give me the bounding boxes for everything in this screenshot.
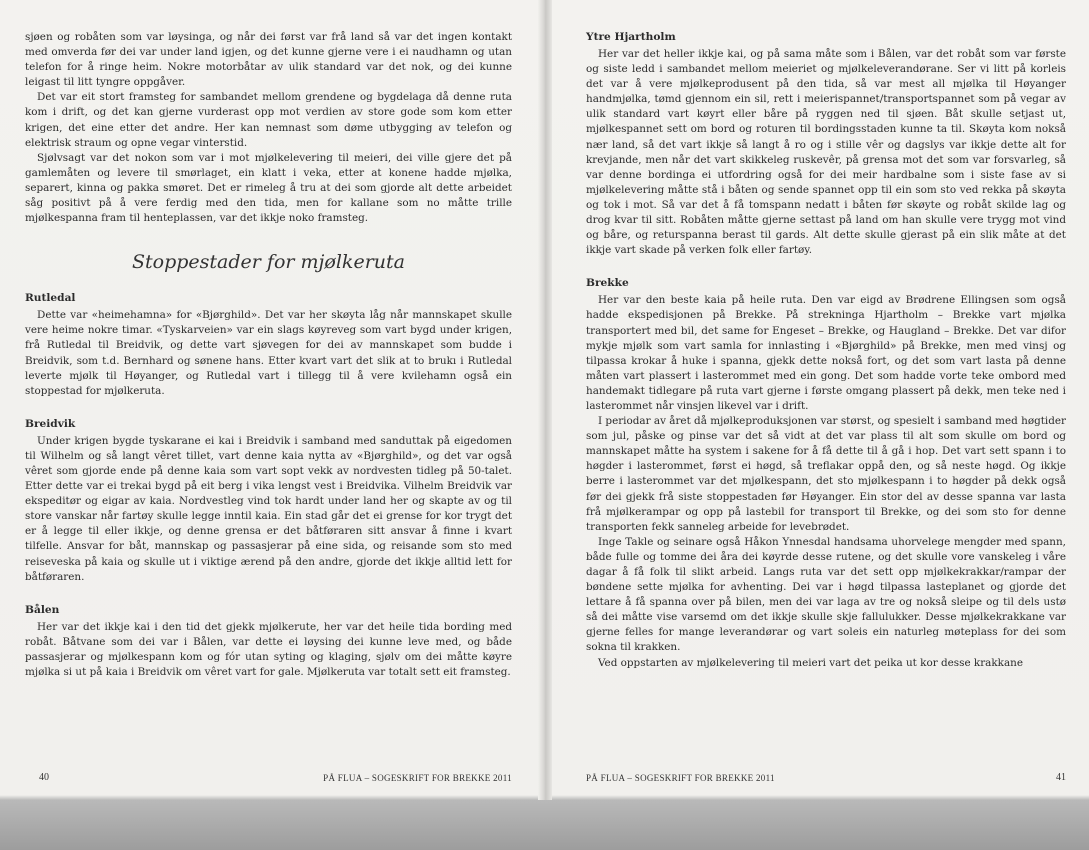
text-breidvik: Under krigen bygde tyskarane ei kai i Breidvik i samband med sanduttak på eigedomen til Wilhelm og så langt vêret tillet, vart denne kaia nytta av «Bjørghild», og det var også vêret som gjorde ende på denne kaia som vart sopt vekk av nordvesten tidleg på 50-talet. Etter dette var ei trekai bygd på eit berg i vika lengst vest i Breidvika. Vilhelm Breidvik var ekspeditør og eigar av kaia. Nordvestleg vind tok hardt under land her og skapte av og til store vanskar når fartøy skulle legge inntil kaia. Ein stad går det ei grense for kor trygt det er å legge til eller ikkje, og denne grensa er det båtføraren sitt ansvar å finne i kvart tilfelle. Ansvar for båt, mannskap og passasjerar på eine sida, og reisande som sto med reiseveska på kaia og skulle ut i viktige ærend på den andre, gjorde det ikkje alltid lett for båtføraren. <box>25 434 512 583</box>
text-brekke-1: Her var den beste kaia på heile ruta. Den var eigd av Brødrene Ellingsen som også hadde ekspedisjonen på Brekke. På strekninga Hjartholm – Brekke vart mjølka transportert med bil, det same for Engeset – Brekke, og Haugland – Brekke. Det var difor mykje mjølk som vart samla for innlasting i «Bjørghild» på Brekke, men med vinsj og tilpassa krokar å huke i spanna, gjekk dette nokså fort, og det som vart lasta på denne måten vart plassert i lasterommet med ein gong. Det som hadde vorte teke ombord med handemakt tidlegare på ruta vart gjerne i første omgang plassert på dekk, men teke ned i lasterommet når vinsjen likevel var i drift. <box>586 294 1066 412</box>
text-ytre-hjartholm: Her var det heller ikkje kai, og på sama måte som i Bålen, var det robåt som var første og siste ledd i sambandet mellom meieriet og mjølkeleverandørane. Ser vi litt på korleis det var å vere mjølkeprodusent på den tida, så var mest all mjølka til Høyanger handmjølka, tømd gjennom ein sil, rett i meierispannet/transportspannet som på vegar av ulik standard vart køyrt eller båre på ryggen ned til sjøen. Båt skulle setjast ut, mjølkespannet sett om bord og roturen til bordingsstaden kunne ta til. Skøyta kom nokså nær land, så det vart ikkje så langt å ro og i stille vêr og dagslys var ikkje dette alt for krevjande, men når det vart skikkeleg ruskevêr, på grensa mot det som var forsvarleg, så var denne bordinga ei utfordring også for dei meir hardbalne som i siste fase av si mjølkelevering måtte stå i båten og sende spannet opp til ein som sto ved rekka på skøyta og tok i mot. Så var det å få tomspann nedatt i båten før skøyte og robåt skilde lag og drog kvar til sitt. Robåten måtte gjerne settast på land om han skulle vere trygg mot vind og båre, og returspanna berast til gards. Alt dette skulle gjerast på ein slik måte at det ikkje vart skade på verken folk eller fartøy. <box>586 48 1066 257</box>
heading-breidvik: Breidvik <box>25 417 76 430</box>
intro-paragraph-1: sjøen og robåten som var løysinga, og når dei først var frå land så var det ingen kontakt med omverda før dei var under land igjen, og det kunne gjerne vere i ei naudhamn og utan telefon for å ringe heim. Nokre motorbåtar av ulik standard var det nok, og dei kunne leigast til litt tyngre oppgåver. <box>25 31 512 89</box>
right-page <box>586 30 1066 671</box>
text-baalen: Her var det ikkje kai i den tid det gjekk mjølkerute, her var det heile tida bording med robåt. Båtvane som dei var i Bålen, var dette ei løysing dei kunne leve med, og både passasjerar og mjølkespann kom og fór utan syting og klaging, sjølv om dei måtte køyre mjølka si ut på kaia i Breidvik om vêret vart for gale. Mjølkeruta var totalt sett eit framsteg. <box>25 620 512 678</box>
heading-ytre-hjartholm: Ytre Hjartholm <box>586 31 676 43</box>
running-title-left: PÅ FLUA – SOGESKRIFT FOR BREKKE 2011 <box>323 773 512 783</box>
heading-brekke: Brekke <box>586 277 629 290</box>
left-page <box>25 30 512 680</box>
intro-paragraph-2: Det var eit stort framsteg for sambandet mellom grendene og bygdelaga då denne ruta kom i drift, og det kan gjerne vurderast opp mot verdien av store gode som kom etter krigen, det eine etter det andre. Her kan nemnast som døme utbygging av telefon og elektrisk straum og opne vegar vinterstid. <box>25 91 512 149</box>
book-gutter <box>538 0 552 800</box>
text-brekke-4: Ved oppstarten av mjølkelevering til meieri vart det peika ut kor desse krakkane <box>598 656 1023 669</box>
text-brekke-2: I periodar av året då mjølkeproduksjonen var størst, og spesielt i samband med høgtider som jul, påske og pinse var det så vidt at det var plass til alt som skulle om bord og mannskapet måtte ha system i sakene for å få dette til å gå i hop. Det vart sett spann i to høgder i lasterommet, først ei høgd, så treflakar oppå den, og så neste høgd. Og ikkje berre i lasterommet var det mjølkespann, det sto mjølkespann i to høgder på dekk også før dei gjekk frå siste stoppestaden før Høyanger. Ein stor del av desse spanna var lasta frå mjølkerampar og opp på lastebil for transport til Brekke, og dei som sto for denne transporten fekk sanneleg arbeide for levebrødet. <box>586 415 1066 533</box>
heading-baalen: Bålen <box>25 603 60 616</box>
page-number-left: 40 <box>39 772 49 783</box>
running-title-right: PÅ FLUA – SOGESKRIFT FOR BREKKE 2011 <box>586 773 775 783</box>
heading-rutledal: Rutledal <box>25 292 76 305</box>
text-rutledal: Dette var «heimehamna» for «Bjørghild». Det var her skøyta låg når mannskapet skulle vere heime nokre timar. «Tyskarveien» var ein slags køyreveg som vart bygd under krigen, frå Rutledal til Breidvik, og dette vart sjøvegen for dei av mannskapet som budde i Breidvik, som t.d. Bernhard og sønene hans. Etter kvart vart det slik at to brukı i Rutledal leverte mjølk til Høyanger, og Rutledal vart i tillegg til å vere kvilehamn også ein stoppestad for mjølkeruta. <box>25 309 512 397</box>
text-brekke-3: Inge Takle og seinare også Håkon Ynnesdal handsama uhorvelege mengder med spann, både fulle og tomme dei åra dei køyrde desse rutene, og det skulle vore vanskeleg i våre dagar å få folk til slikt arbeid. Langs ruta var det sett opp mjølkekrakkar/rampar der bøndene sette mjølka for avhenting. Dei var i høgd tilpassa lasteplanet og gjorde det lettare å få spanna over på bilen, men dei var laga av tre og nokså sleipe og til dels ustø så dei måtte vise varsemd om det ikkje skulle skje fallulukker. Desse mjølkekrakkane var gjerne felles for mange leverandørar og vart soleis ein naturleg møteplass for dei som sokna til krakken. <box>586 535 1066 654</box>
page-number-right: 41 <box>1056 772 1066 783</box>
intro-paragraph-3: Sjølvsagt var det nokon som var i mot mjølkelevering til meieri, dei ville gjere det på gamlemåten og levere til smørlaget, ein klatt i veka, etter at konene hadde mjølka, separert, kinna og pakka smøret. Det er rimeleg å tru at dei som gjorde alt dette arbeidet såg positivt på å vere ferdig med den tida, men for kallane som no måtte trille mjølkespanna fram til henteplassen, var det ikkje noko framsteg. <box>25 151 512 225</box>
section-title: Stoppestader for mjølkeruta <box>132 251 405 274</box>
